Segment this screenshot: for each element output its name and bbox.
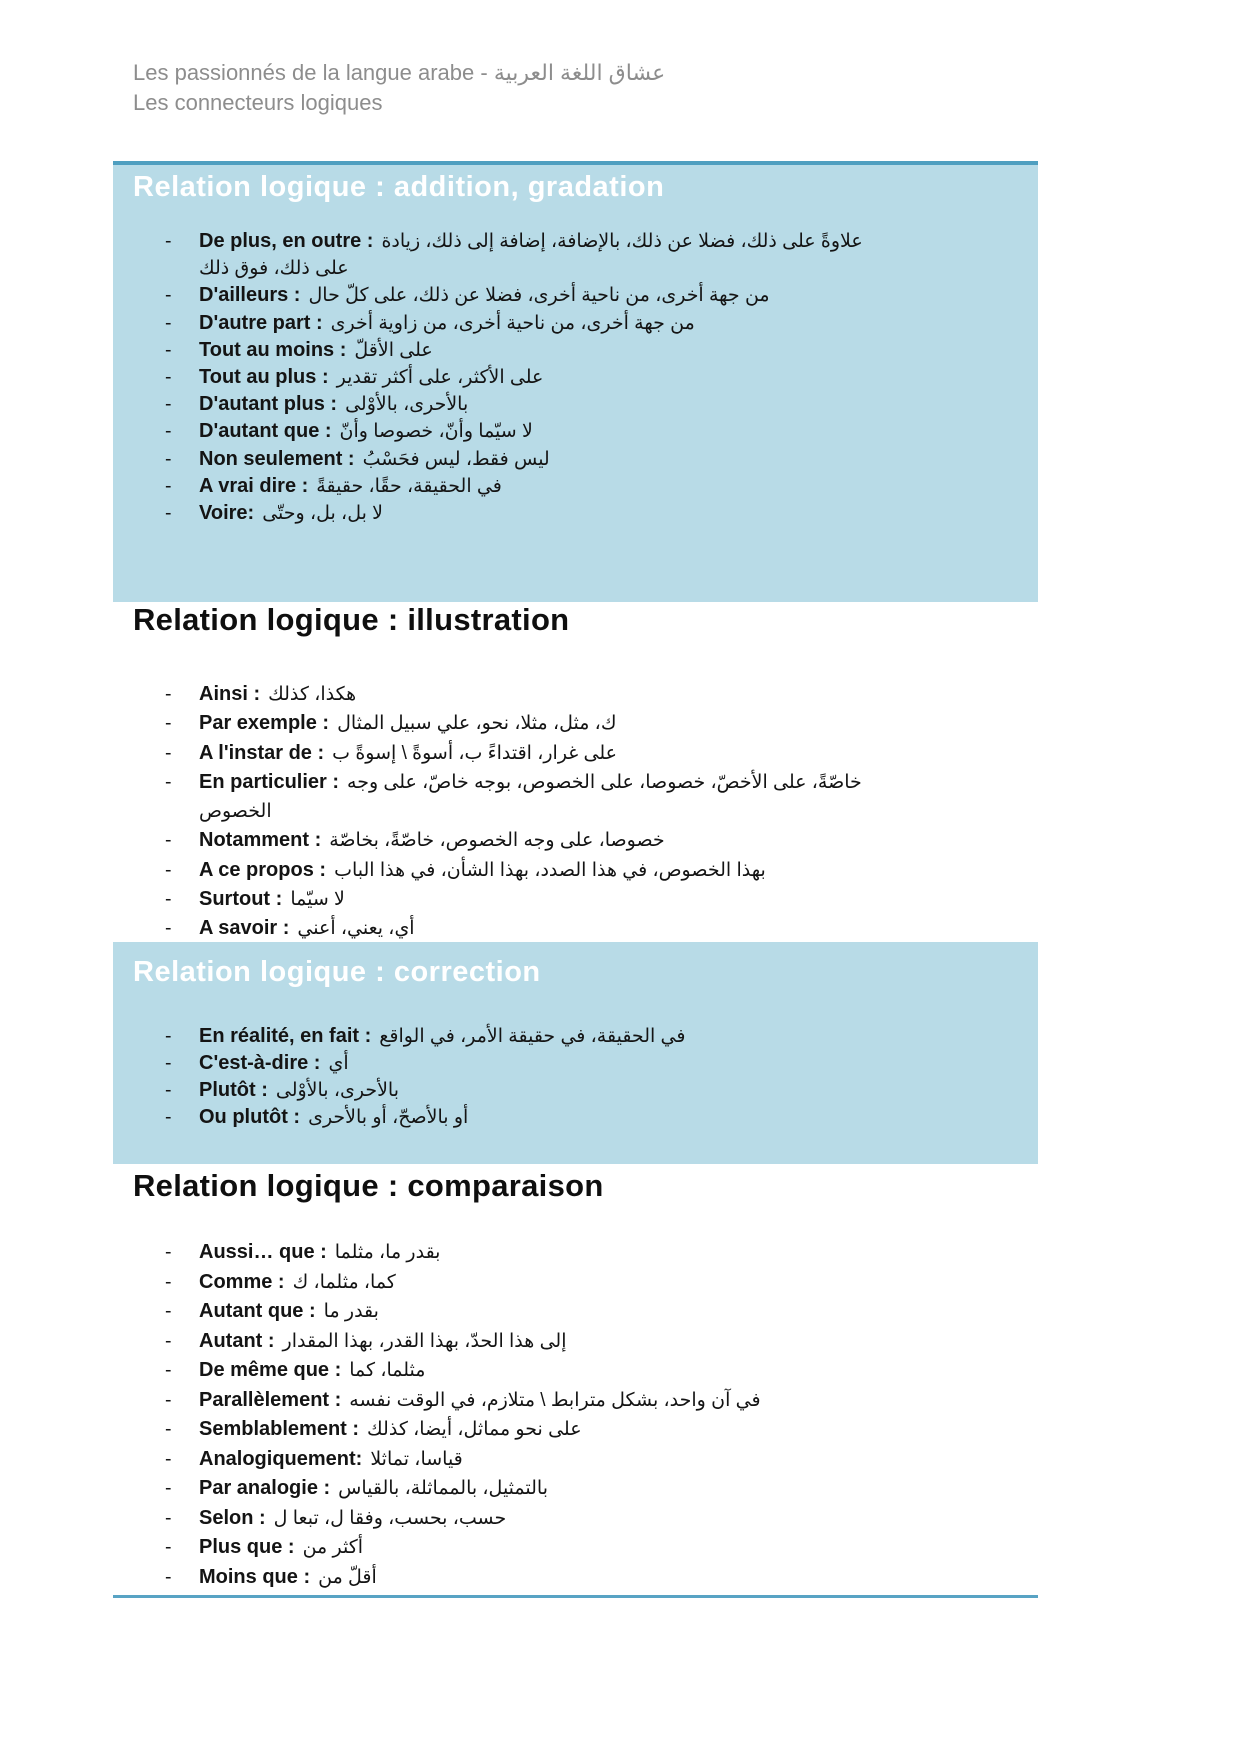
arabic-translation: أي [328,1053,349,1074]
list-item [113,228,1038,282]
french-term: En réalité, en fait : [199,1025,372,1047]
french-term: D'autant que : [199,420,332,443]
entry-text [199,418,898,445]
list-item [113,1050,1038,1077]
entry-text [199,1474,898,1504]
list-item [113,885,1038,914]
section-title-comparaison: Relation logique : comparaison [133,1168,604,1203]
french-term: Plus que : [199,1536,295,1558]
list-item [113,1297,1038,1327]
french-term: Parallèlement : [199,1388,342,1411]
arabic-translation: من جهة أخرى، من ناحية أخرى، من زاوية أخرى [330,312,695,334]
arabic-translation: ليس فقط، ليس فحَسْبُ [362,448,550,470]
dash-bullet: - [165,502,172,525]
entry-text [199,1445,898,1475]
arabic-translation: إلى هذا الحدّ، بهذا القدر، بهذا المقدار [282,1330,567,1352]
entry-text [199,826,898,855]
dash-bullet: - [165,829,172,852]
french-term: Par exemple : [199,712,330,735]
document-header [133,58,665,118]
entry-text [199,768,898,827]
list-item [113,1327,1038,1357]
bottom-rule [113,1595,1038,1598]
arabic-translation: أكثر من [302,1537,364,1558]
french-term: Aussi… que : [199,1241,327,1263]
french-term: Semblablement : [199,1418,360,1440]
french-term: Voire: [199,502,255,525]
list-item [113,446,1038,473]
dash-bullet: - [165,420,172,443]
list-item [113,282,1038,309]
entry-text [199,473,898,500]
arabic-translation: في الحقيقة، حقًا، حقيقةً [316,475,502,497]
french-term: D'autant plus : [199,393,338,416]
section-title-addition-gradation: Relation logique : addition, gradation [133,171,665,203]
french-term: A l'instar de : [199,741,325,764]
connector-list-comparaison [113,1238,1038,1592]
section-title-illustration: Relation logique : illustration [133,602,570,637]
french-term: En particulier : [199,770,340,793]
french-term: Analogiquement: [199,1447,363,1470]
french-term: D'autre part : [199,311,323,334]
dash-bullet: - [165,888,172,911]
entry-text [199,228,898,282]
arabic-translation: لا بل، بل، وحتّى [262,503,383,525]
list-item [113,680,1038,709]
dash-bullet: - [165,917,172,940]
arabic-translation: حسب، بحسب، وفقا ل، تبعا ل [273,1507,507,1529]
list-item [113,337,1038,364]
dash-bullet: - [165,1447,172,1470]
french-term: De plus, en outre : [199,230,374,252]
list-item [113,473,1038,500]
entry-text [199,680,898,709]
dash-bullet: - [165,1052,172,1074]
connector-list-illustration [113,680,1038,944]
arabic-translation: من جهة أخرى، من ناحية أخرى، فضلا عن ذلك، على كلّ حال [308,285,770,307]
french-term: Notamment : [199,829,322,852]
arabic-translation: علاوةً على ذلك، فضلا عن ذلك، بالإضافة، إضافة إلى ذلك، زيادة على ذلك، فوق ذلك [199,231,863,280]
entry-text [199,1050,898,1077]
dash-bullet: - [165,770,172,793]
dash-bullet: - [165,1418,172,1440]
dash-bullet: - [165,1270,172,1293]
entry-text [199,856,898,885]
entry-text [199,446,898,473]
arabic-translation: أي، يعني، أعني [297,918,415,940]
entry-text [199,1297,898,1327]
dash-bullet: - [165,284,172,307]
list-item [113,768,1038,827]
dash-bullet: - [165,1300,172,1322]
dash-bullet: - [165,1241,172,1263]
dash-bullet: - [165,1329,172,1352]
french-term: A ce propos : [199,858,327,881]
arabic-translation: في آن واحد، بشكل مترابط \ متلازم، في الوقت نفسه [349,1389,761,1411]
entry-text [199,914,898,943]
list-item [113,1104,1038,1131]
entry-text [199,709,898,738]
french-term: Ou plutôt : [199,1106,301,1128]
entry-text [199,1386,898,1416]
arabic-translation: على نحو مماثل، أيضا، كذلك [367,1419,582,1440]
dash-bullet: - [165,1477,172,1499]
list-item [113,364,1038,391]
dash-bullet: - [165,683,172,705]
entry-text [199,1268,898,1298]
french-term: A savoir : [199,917,290,940]
dash-bullet: - [165,858,172,881]
list-item [113,1504,1038,1534]
french-term: Tout au moins : [199,338,347,361]
arabic-translation: خصوصا، على وجه الخصوص، خاصّةً، بخاصّة [329,830,665,852]
entry-text [199,310,898,337]
entry-text [199,1504,898,1534]
list-item [113,1445,1038,1475]
arabic-translation: مثلما، كما [349,1360,426,1381]
arabic-translation: على غرار، اقتداءً ب، أسوةً \ إسوةً ب [332,742,617,764]
entry-text [199,1533,898,1563]
list-item [113,709,1038,738]
list-item [113,1077,1038,1104]
list-item [113,856,1038,885]
list-item [113,914,1038,943]
list-item [113,739,1038,768]
dash-bullet: - [165,1536,172,1558]
entry-text [199,739,898,768]
arabic-translation: أقلّ من [318,1566,377,1588]
french-term: Autant que : [199,1300,316,1322]
list-item [113,310,1038,337]
entry-text [199,337,898,364]
arabic-translation: في الحقيقة، في حقيقة الأمر، في الواقع [379,1026,686,1047]
arabic-translation: بالأحرى، بالأوْلى [345,394,469,416]
entry-text [199,1077,898,1104]
list-item [113,500,1038,527]
entry-text [199,1356,898,1386]
header-line-2: Les connecteurs logiques [133,90,383,115]
list-item [113,1386,1038,1416]
dash-bullet: - [165,338,172,361]
list-item [113,418,1038,445]
entry-text [199,1327,898,1357]
dash-bullet: - [165,474,172,497]
arabic-translation: هكذا، كذلك [268,684,357,705]
dash-bullet: - [165,230,172,252]
french-term: De même que : [199,1359,342,1381]
list-item [113,1563,1038,1593]
arabic-translation: كما، مثلما، ك [292,1271,396,1293]
entry-text [199,1104,898,1131]
dash-bullet: - [165,393,172,416]
french-term: Par analogie : [199,1477,331,1499]
list-item [113,1533,1038,1563]
entry-text [199,391,898,418]
dash-bullet: - [165,741,172,764]
dash-bullet: - [165,1506,172,1529]
dash-bullet: - [165,366,172,389]
arabic-translation: بالتمثيل، بالمماثلة، بالقياس [338,1478,549,1499]
entry-text [199,1023,898,1050]
arabic-translation: على الأقلّ [354,339,433,361]
arabic-translation: ك، مثل، مثلا، نحو، علي سبيل المثال [337,713,617,735]
list-item [113,1356,1038,1386]
french-term: Surtout : [199,888,283,911]
dash-bullet: - [165,1079,172,1101]
list-item [113,1268,1038,1298]
arabic-translation: لا سيّما وأنّ، خصوصا وأنّ [339,421,533,443]
section-correction [113,942,1038,1164]
arabic-translation: بهذا الخصوص، في هذا الصدد، بهذا الشأن، في هذا الباب [334,859,766,881]
section-addition-gradation [113,161,1038,602]
connector-list-addition-gradation [113,228,1038,527]
arabic-translation: لا سيّما [290,889,345,911]
dash-bullet: - [165,1388,172,1411]
dash-bullet: - [165,311,172,334]
entry-text [199,500,898,527]
french-term: Plutôt : [199,1079,268,1101]
entry-text [199,1563,898,1593]
dash-bullet: - [165,447,172,470]
entry-text [199,885,898,914]
entry-text [199,364,898,391]
list-item [113,1474,1038,1504]
section-title-correction: Relation logique : correction [133,956,541,988]
french-term: Moins que : [199,1565,311,1588]
arabic-translation: بقدر ما، مثلما [334,1242,441,1263]
entry-text [199,1238,898,1268]
arabic-translation: على الأكثر، على أكثر تقدير [336,367,544,389]
header-line-1: Les passionnés de la langue arabe - عشاق اللغة العربية [133,60,666,85]
french-term: D'ailleurs : [199,284,301,307]
arabic-translation: قياسا، تماثلا [370,1448,463,1470]
list-item [113,391,1038,418]
arabic-translation: أو بالأصحّ، أو بالأحرى [308,1107,469,1128]
french-term: A vrai dire : [199,474,309,497]
dash-bullet: - [165,1359,172,1381]
dash-bullet: - [165,712,172,735]
french-term: Selon : [199,1506,266,1529]
list-item [113,826,1038,855]
dash-bullet: - [165,1565,172,1588]
list-item [113,1023,1038,1050]
connector-list-correction [113,1023,1038,1131]
dash-bullet: - [165,1025,172,1047]
french-term: Autant : [199,1329,275,1352]
entry-text [199,282,898,309]
entry-text [199,1415,898,1445]
arabic-translation: بقدر ما [323,1301,379,1322]
french-term: Non seulement : [199,447,355,470]
list-item [113,1415,1038,1445]
french-term: Comme : [199,1270,285,1293]
arabic-translation: بالأحرى، بالأوْلى [275,1080,400,1101]
french-term: Ainsi : [199,683,261,705]
list-item [113,1238,1038,1268]
dash-bullet: - [165,1106,172,1128]
arabic-translation: خاصّةً، على الأخصّ، خصوصا، على الخصوص، بوجه خاصّ، على وجه الخصوص [199,771,862,823]
french-term: Tout au plus : [199,366,329,389]
french-term: C'est-à-dire : [199,1052,321,1074]
